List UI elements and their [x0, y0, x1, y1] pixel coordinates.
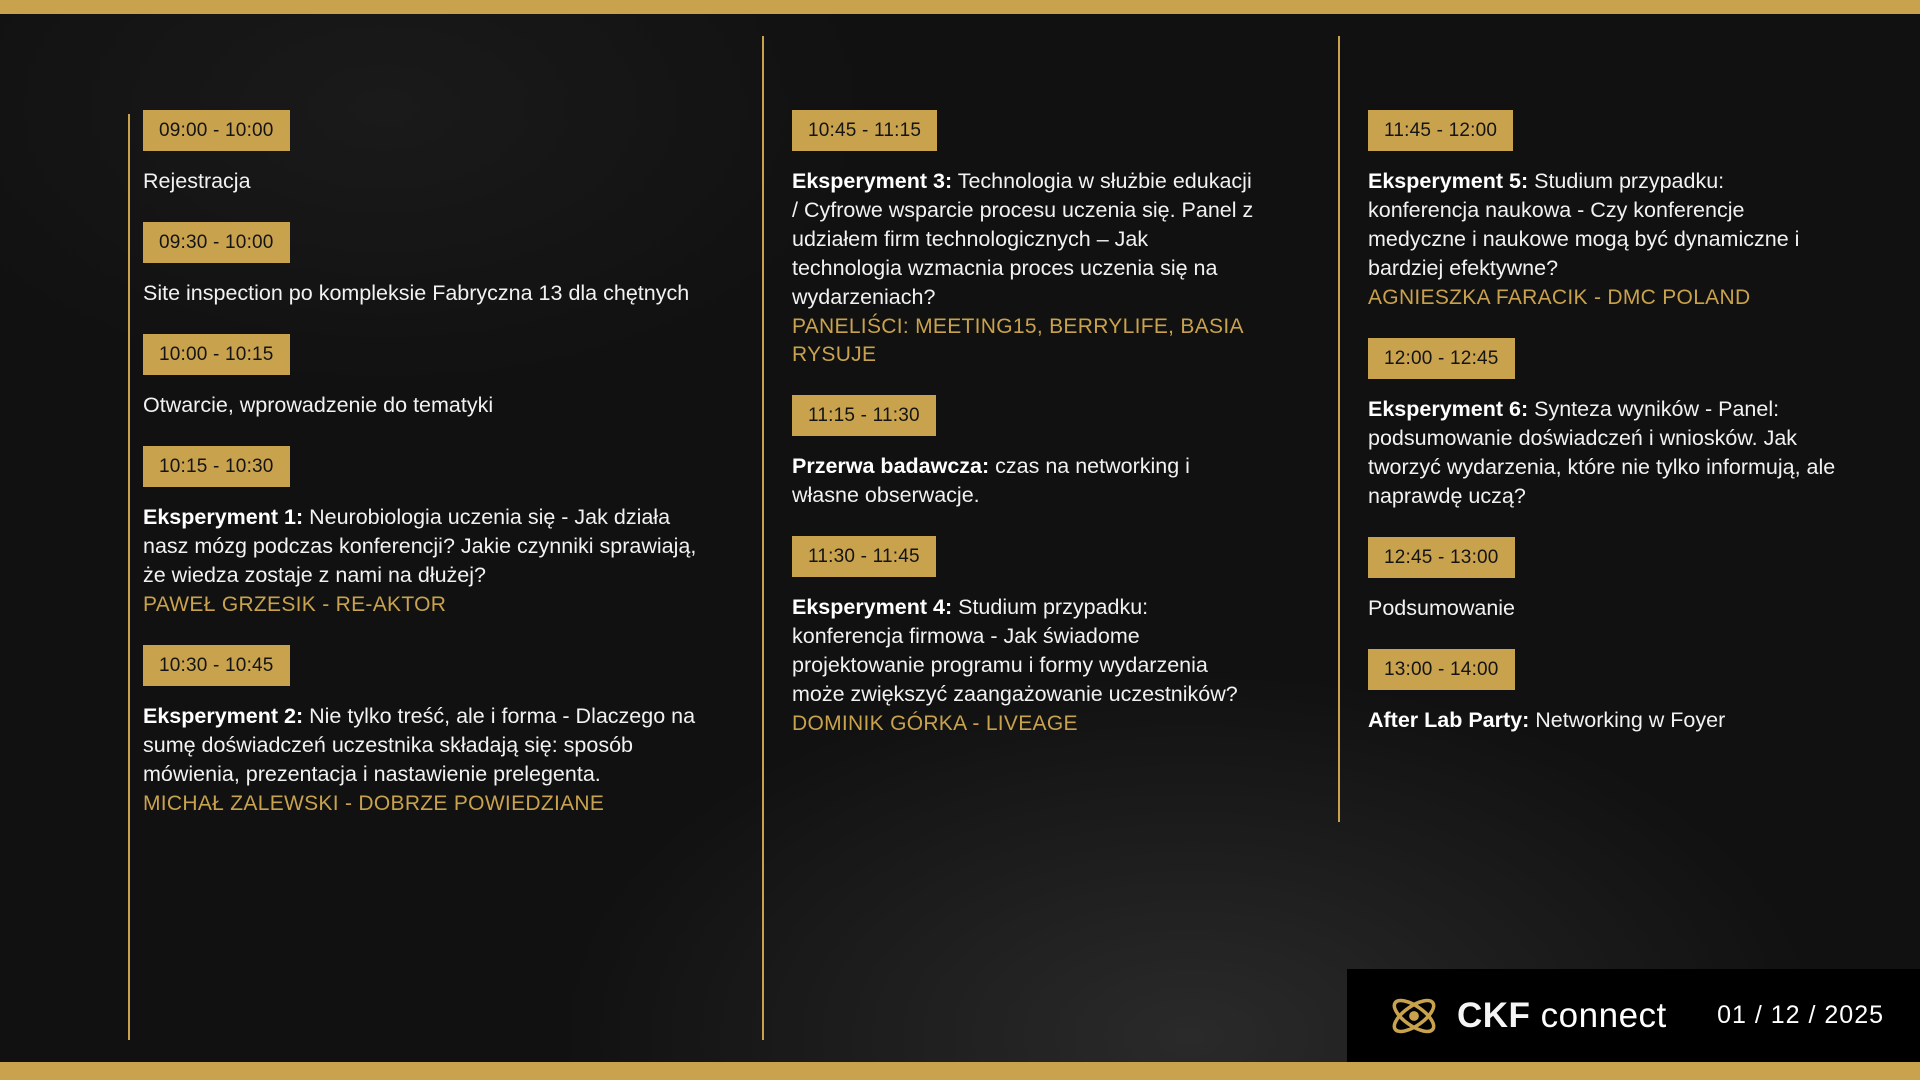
agenda-column-1	[0, 14, 762, 1062]
column-divider-2	[762, 36, 764, 1040]
entry-text: Podsumowanie	[1368, 596, 1516, 620]
entry-text: Synteza wyników - Panel: podsumowanie doświadczeń i wniosków. Jak tworzyć wydarzenia, które nie tylko informują, ale naprawdę uczą?	[1368, 397, 1836, 508]
entry-body	[143, 167, 703, 196]
column-divider-3	[1338, 36, 1340, 822]
entry-text: Nie tylko treść, ale i forma - Dlaczego na sumę doświadczeń uczestnika składają się: sposób mówienia, prezentacja i nastawienie prelegenta.	[143, 704, 696, 786]
agenda-entry	[1368, 338, 1920, 511]
entry-body	[792, 593, 1262, 738]
entry-speaker: MICHAŁ ZALEWSKI - DOBRZE POWIEDZIANE	[143, 792, 605, 815]
agenda-entry	[1368, 110, 1920, 312]
entry-title: Eksperyment 4:	[792, 595, 953, 619]
entry-text: Otwarcie, wprowadzenie do tematyki	[143, 393, 494, 417]
entry-body	[1368, 594, 1838, 623]
entry-speaker: DOMINIK GÓRKA - LIVEAGE	[792, 712, 1078, 735]
agenda-entry	[143, 645, 762, 818]
entry-body	[1368, 167, 1838, 312]
top-accent-bar	[0, 0, 1920, 14]
agenda-entry	[143, 334, 762, 420]
entry-time: 09:30 - 10:00	[143, 222, 290, 263]
entry-text: Rejestracja	[143, 169, 251, 193]
atom-icon	[1387, 993, 1441, 1039]
brand-name	[1457, 996, 1667, 1036]
brand-name-light: connect	[1540, 995, 1667, 1035]
entry-text: Technologia w służbie edukacji / Cyfrowe wsparcie procesu uczenia się. Panel z udziałem firm technologicznych – Jak technologia wzmacnia proces uczenia się na wydarzeniach?	[792, 169, 1254, 309]
entry-time: 11:45 - 12:00	[1368, 110, 1513, 151]
entry-body	[792, 167, 1262, 369]
entry-time: 10:30 - 10:45	[143, 645, 290, 686]
agenda-entries-2	[777, 14, 1338, 738]
entry-title: Przerwa badawcza:	[792, 454, 990, 478]
entry-text: Networking w Foyer	[1529, 708, 1726, 732]
entry-speaker: PANELIŚCI: MEETING15, BERRYLIFE, BASIA RYSUJE	[792, 315, 1243, 366]
entry-time: 10:45 - 11:15	[792, 110, 937, 151]
entry-speaker: AGNIESZKA FARACIK - DMC POLAND	[1368, 286, 1751, 309]
agenda-entry	[143, 222, 762, 308]
entry-time: 10:15 - 10:30	[143, 446, 290, 487]
brand-name-bold: CKF	[1457, 995, 1531, 1035]
entry-text: Studium przypadku: konferencja naukowa - Czy konferencje medyczne i naukowe mogą być dynamiczne i bardziej efektywne?	[1368, 169, 1800, 280]
agenda-entry	[143, 110, 762, 196]
entry-time: 13:00 - 14:00	[1368, 649, 1515, 690]
agenda-entry	[143, 446, 762, 619]
agenda-entries-1	[128, 14, 762, 818]
entry-body	[143, 391, 703, 420]
agenda-column-3	[1338, 14, 1920, 1062]
agenda-entry	[792, 395, 1338, 510]
agenda-column-2	[762, 14, 1338, 1062]
entry-time: 10:00 - 10:15	[143, 334, 290, 375]
entry-title: Eksperyment 1:	[143, 505, 304, 529]
entry-time: 09:00 - 10:00	[143, 110, 290, 151]
event-date: 01 / 12 / 2025	[1717, 1001, 1884, 1029]
entry-time: 12:45 - 13:00	[1368, 537, 1515, 578]
entry-title: After Lab Party:	[1368, 708, 1530, 732]
agenda-entry	[1368, 537, 1920, 623]
entry-body	[143, 279, 703, 308]
bottom-accent-bar	[0, 1062, 1920, 1080]
entry-time: 11:30 - 11:45	[792, 536, 936, 577]
entry-speaker: PAWEŁ GRZESIK - RE-AKTOR	[143, 593, 447, 616]
entry-title: Eksperyment 6:	[1368, 397, 1529, 421]
entry-body	[143, 503, 703, 619]
entry-title: Eksperyment 2:	[143, 704, 304, 728]
entry-body	[1368, 706, 1838, 735]
entry-title: Eksperyment 3:	[792, 169, 953, 193]
agenda-entry	[1368, 649, 1920, 735]
entry-time: 11:15 - 11:30	[792, 395, 936, 436]
entry-time: 12:00 - 12:45	[1368, 338, 1515, 379]
agenda-entries-3	[1353, 14, 1920, 735]
entry-body	[143, 702, 703, 818]
entry-title: Eksperyment 5:	[1368, 169, 1529, 193]
entry-text: Site inspection po kompleksie Fabryczna 13 dla chętnych	[143, 281, 690, 305]
entry-body	[1368, 395, 1838, 511]
agenda-columns	[0, 14, 1920, 1062]
entry-text: Neurobiologia uczenia się - Jak działa nasz mózg podczas konferencji? Jakie czynniki sprawiają, że wiedza zostaje z nami na dłużej?	[143, 505, 697, 587]
agenda-entry	[792, 110, 1338, 369]
entry-text: czas na networking i własne obserwacje.	[792, 454, 1190, 507]
entry-text: Studium przypadku: konferencja firmowa - Jak świadome projektowanie programu i formy wydarzenia może zwiększyć zaangażowanie uczestników?	[792, 595, 1238, 706]
agenda-entry	[792, 536, 1338, 738]
brand-footer	[1347, 969, 1920, 1062]
entry-body	[792, 452, 1262, 510]
